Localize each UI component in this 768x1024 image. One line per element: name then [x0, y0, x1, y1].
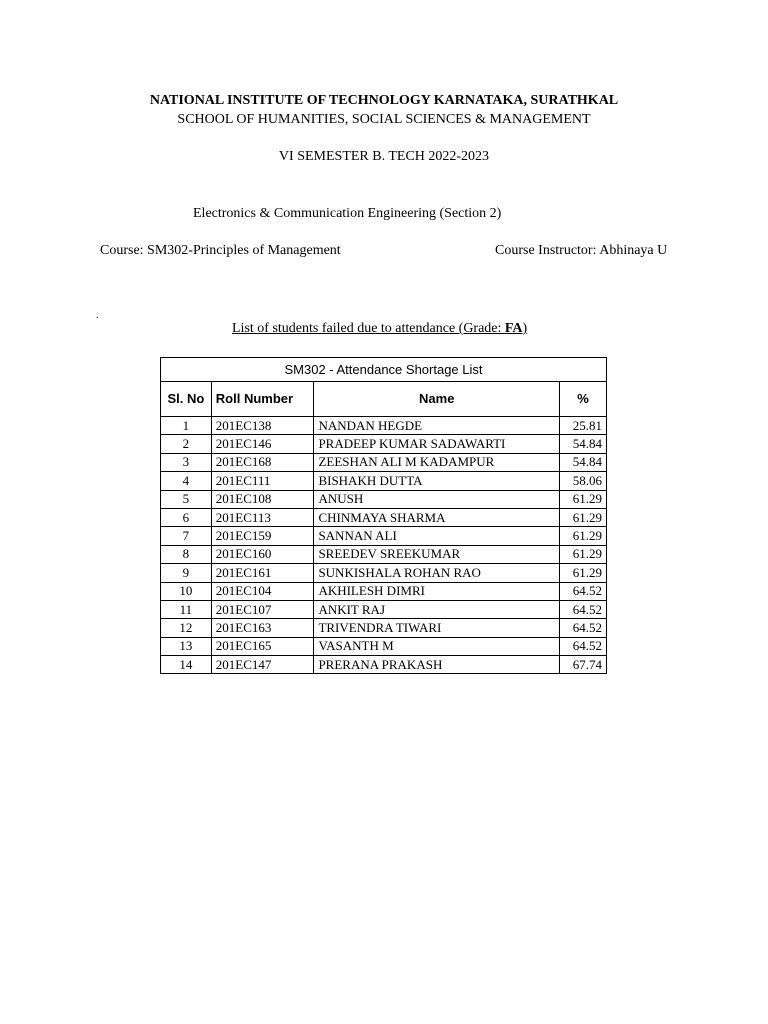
- percent-cell: 61.29: [560, 527, 607, 545]
- percent-cell: 67.74: [560, 656, 607, 674]
- table-row: [161, 545, 607, 563]
- table-row: [161, 435, 607, 453]
- name-cell: ZEESHAN ALI M KADAMPUR: [314, 453, 560, 471]
- percent-cell: 64.52: [560, 582, 607, 600]
- sl-no-cell: 2: [161, 435, 212, 453]
- sl-no-cell: 12: [161, 619, 212, 637]
- roll-number-cell: 201EC108: [211, 490, 314, 508]
- roll-number-cell: 201EC160: [211, 545, 314, 563]
- table-row: [161, 508, 607, 526]
- percent-cell: 61.29: [560, 564, 607, 582]
- name-cell: PRADEEP KUMAR SADAWARTI: [314, 435, 560, 453]
- percent-cell: 58.06: [560, 472, 607, 490]
- name-cell: BISHAKH DUTTA: [314, 472, 560, 490]
- sl-no-cell: 9: [161, 564, 212, 582]
- stray-mark: .: [96, 310, 99, 321]
- roll-number-cell: 201EC147: [211, 656, 314, 674]
- name-cell: PRERANA PRAKASH: [314, 656, 560, 674]
- percent-cell: 54.84: [560, 453, 607, 471]
- percent-cell: 61.29: [560, 490, 607, 508]
- percent-cell: 64.52: [560, 619, 607, 637]
- list-title-prefix: List of students failed due to attendance (Grade:: [232, 321, 505, 336]
- name-cell: NANDAN HEGDE: [314, 417, 560, 435]
- roll-number-cell: 201EC163: [211, 619, 314, 637]
- institute-name: NATIONAL INSTITUTE OF TECHNOLOGY KARNATAKA, SURATHKAL: [149, 93, 619, 108]
- school-name: SCHOOL OF HUMANITIES, SOCIAL SCIENCES & MANAGEMENT: [177, 112, 591, 127]
- roll-number-cell: 201EC159: [211, 527, 314, 545]
- name-cell: ANUSH: [314, 490, 560, 508]
- sl-no-cell: 4: [161, 472, 212, 490]
- name-cell: SUNKISHALA ROHAN RAO: [314, 564, 560, 582]
- roll-number-cell: 201EC113: [211, 508, 314, 526]
- percent-cell: 61.29: [560, 545, 607, 563]
- name-cell: ANKIT RAJ: [314, 600, 560, 618]
- table-row: [161, 527, 607, 545]
- percent-cell: 64.52: [560, 600, 607, 618]
- percent-cell: 54.84: [560, 435, 607, 453]
- name-cell: CHINMAYA SHARMA: [314, 508, 560, 526]
- sl-no-cell: 10: [161, 582, 212, 600]
- list-title: [232, 321, 527, 337]
- name-cell: TRIVENDRA TIWARI: [314, 619, 560, 637]
- roll-number-cell: 201EC161: [211, 564, 314, 582]
- table-row: [161, 472, 607, 490]
- table-row: [161, 637, 607, 655]
- table-row: [161, 453, 607, 471]
- sl-no-cell: 5: [161, 490, 212, 508]
- roll-number-cell: 201EC146: [211, 435, 314, 453]
- name-cell: SREEDEV SREEKUMAR: [314, 545, 560, 563]
- column-header-percent: %: [560, 382, 607, 417]
- roll-number-cell: 201EC107: [211, 600, 314, 618]
- percent-cell: 64.52: [560, 637, 607, 655]
- table-row: [161, 619, 607, 637]
- percent-cell: 25.81: [560, 417, 607, 435]
- sl-no-cell: 14: [161, 656, 212, 674]
- department-name: Electronics & Communication Engineering (Section 2): [193, 206, 502, 221]
- percent-cell: 61.29: [560, 508, 607, 526]
- course-name: Course: SM302-Principles of Management: [100, 243, 341, 258]
- table-row: [161, 490, 607, 508]
- name-cell: VASANTH M: [314, 637, 560, 655]
- sl-no-cell: 6: [161, 508, 212, 526]
- table-row: [161, 600, 607, 618]
- name-cell: AKHILESH DIMRI: [314, 582, 560, 600]
- name-cell: SANNAN ALI: [314, 527, 560, 545]
- list-title-grade: FA: [504, 321, 523, 336]
- table-row: [161, 656, 607, 674]
- sl-no-cell: 7: [161, 527, 212, 545]
- roll-number-cell: 201EC168: [211, 453, 314, 471]
- sl-no-cell: 3: [161, 453, 212, 471]
- sl-no-cell: 11: [161, 600, 212, 618]
- column-header-roll-number: Roll Number: [211, 382, 314, 417]
- roll-number-cell: 201EC165: [211, 637, 314, 655]
- roll-number-cell: 201EC111: [211, 472, 314, 490]
- roll-number-cell: 201EC138: [211, 417, 314, 435]
- column-header-name: Name: [314, 382, 560, 417]
- table-caption: SM302 - Attendance Shortage List: [161, 358, 607, 382]
- attendance-shortage-table: [160, 357, 607, 674]
- sl-no-cell: 8: [161, 545, 212, 563]
- table-body: [161, 417, 607, 674]
- course-instructor: Course Instructor: Abhinaya U: [495, 243, 668, 258]
- table-row: [161, 417, 607, 435]
- table-row: [161, 564, 607, 582]
- sl-no-cell: 13: [161, 637, 212, 655]
- sl-no-cell: 1: [161, 417, 212, 435]
- roll-number-cell: 201EC104: [211, 582, 314, 600]
- list-title-suffix: ): [522, 321, 528, 336]
- table-row: [161, 582, 607, 600]
- semester-title: VI SEMESTER B. TECH 2022-2023: [278, 149, 490, 164]
- column-header-sl-no: Sl. No: [161, 382, 212, 417]
